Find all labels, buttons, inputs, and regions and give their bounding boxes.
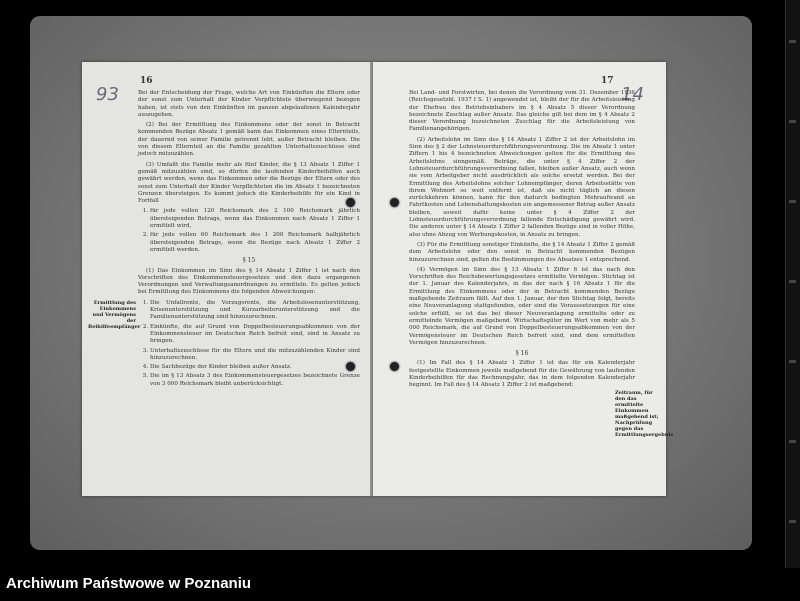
archive-footer — [0, 568, 800, 601]
page-number: 16 — [140, 76, 153, 86]
right-page-body — [409, 90, 635, 393]
margin-note: Zeitraum, für den das ermittelte Einkommen maßgebend ist; Nachprüfung gegen das Ermittlungsergebnis — [615, 390, 674, 438]
list-item: 4. Die Sachbezüge der Kinder bleiben außer Ansatz. — [150, 364, 360, 371]
paragraph: (1) Das Einkommen im Sinn des § 14 Absatz 1 Ziffer 1 ist nach den Vorschriften des Einkommensteuergesetzes und den dazu ergangenen Verordnungen und Verwaltungsanordnungen zu ermitteln. Es gelten jedoch bei Ermittlung des Einkommens die folgenden Abweichungen: — [138, 267, 360, 296]
paragraph: (3) Umfaßt die Familie mehr als fünf Kinder, die § 13 Absatz 1 Ziffer 1 gemäß mitzuzählen sind, so dürfen die laufenden Kinderbeihilfen auch gewährt werden, wenn das Einkommen oder die Bezüge der Eltern oder des sonst zum Unterhalt der Kinder Verpflichteten die im Absatz 1 bezeichneten Grenzen übersteigen. Es kommt jedoch die Kinderbeihilfe für ein Kind in Fortfall — [138, 161, 360, 205]
archive-label: Archiwum Państwowe w Poznaniu — [6, 575, 252, 592]
list-item: 2. Einkünfte, die auf Grund von Doppelbesteuerungsabkommen von der Einkommensteuer im Deutschen Reich befreit sind, sind in Ansatz zu bringen. — [150, 324, 360, 346]
section-heading: § 16 — [515, 350, 529, 358]
left-page — [82, 62, 372, 496]
punch-hole — [346, 198, 355, 207]
list-item: 1. Die Unfallrente, die Vorzugsrente, die Arbeitslosenunterstützung, Krisenunterstützung und Kurzarbeiterunterstützung und die Familienunterstützung sind hinzuzurechnen. — [150, 300, 360, 322]
margin-note: Ermittlung des Einkommens und Vermögens der Beihilfeempfänger — [88, 300, 141, 330]
paragraph: (4) Vermögen im Sinn des § 13 Absatz 1 Ziffer 6 ist das nach den Vorschriften des Reichsbewertungsgesetzes ermittelte Vermögen. Stichtag ist der 1. Januar des Kalenderjahrs, in das der nach § 16 Absatz 1 für die Ermittlung des Einkommens oder der in Betracht kommenden Bezüge maßgebende Zeitraum fällt. Auf den 1. Januar, der den Stichtag folgt, bereits eine Neuveranlagung stattgefunden, oder sind die Voraussetzungen für eine solche erfüllt, so ist das bei dieser Neuveranlagung ermittelte oder zu ermittelnde Vermögen maßgebend. Wirtschaftsgüter im Wert von mehr als 5 000 Reichsmark, die auf Grund von Doppelbesteuerungsabkommen von der Vermögensteuer im Deutschen Reich befreit sind, sind dem ermittelten Vermögen hinzuzurechnen. — [409, 266, 635, 346]
film-strip-edge — [785, 0, 800, 568]
paragraph: Bei Land- und Forstwirten, bei denen die Verordnung vom 31. Dezember 1936 (Reichsgesetzbl. 1937 I S. 1) angewendet ist, bleibt der für die Arbeitsleistung der Ehefrau des Betriebsinhabers im § 4 Absatz 5 dieser Verordnung bezeichnete Zuschlag außer Ansatz. Das gleiche gilt bei dem im § 4 Absatz 2 dieser Verordnung bezeichneten Zuschlag für die Arbeitsleistung von Familienangehörigen. — [409, 90, 635, 133]
list-item: 3. Unterhaltszuschüsse für die Eltern und die mitzuzählenden Kinder sind hinzuzurechnen. — [150, 348, 360, 363]
handwritten-note: 14 — [621, 84, 644, 105]
handwritten-note: 93 — [96, 84, 119, 105]
list — [138, 300, 360, 388]
paragraph: Bei der Entscheidung der Frage, welche Art von Einkünften die Eltern oder der sonst zum Unterhalt der Kinder Verpflichtete überwiegend bezogen haben, ist stets von den Einkünften im ganzen abgelaufenen Kalenderjahr auszugehen. — [138, 90, 360, 118]
paragraph: (1) Im Fall des § 14 Absatz 1 Ziffer 1 ist das für ein Kalenderjahr festgestellte Einkommen jeweils maßgebend für die Gewährung von laufenden Kinderbeihilfen für das Rechnungsjahr, das in dem folgenden Kalenderjahr beginnt. Im Fall des § 14 Absatz 1 Ziffer 2 ist maßgebend: — [409, 360, 635, 389]
list-item: 5. Die im § 13 Absatz 3 des Einkommensteuergesetzes bezeichnete Grenze von 3 000 Reichsmark bleibt unberücksichtigt. — [150, 373, 360, 388]
right-page — [373, 62, 674, 496]
paragraph: (2) Bei der Ermittlung des Einkommens oder der sonst in Betracht kommenden Bezüge Absatz 1 gemäß kann das Einkommen eines Elternteils, der dauernd von seiner Familie getrennt lebt, außer Betracht bleiben. Die von diesem Elternteil an die Familie gezahlten Unterhaltszuschüsse sind jedoch mitzuzählen. — [138, 122, 360, 158]
list — [138, 208, 360, 254]
section-heading: § 15 — [242, 257, 256, 265]
punch-hole — [390, 362, 399, 371]
paragraph: (3) Für die Ermittlung sonstiger Einkünfte, die § 14 Absatz 1 Ziffer 2 gemäß dem Arbeitslohn oder den sonst in Betracht kommenden Bezügen hinzuzurechnen sind, gelten die Bestimmungen des Absatzes 1 entsprechend. — [409, 241, 635, 263]
list-item: 2. für jede vollen 60 Reichsmark des 1 200 Reichsmark halbjährlich übersteigenden Betrags, wenn die Bezüge nach Absatz 1 Ziffer 2 ermittelt werden. — [150, 232, 360, 254]
left-page-body — [138, 90, 360, 390]
punch-hole — [346, 362, 355, 371]
document-mount — [30, 16, 752, 550]
paragraph: (2) Arbeitslohn im Sinn des § 14 Absatz 1 Ziffer 2 ist der Arbeitslohn im Sinn des § 2 der Lohnsteuerdurchführungsverordnung. Die im Absatz 1 unter Ziffern 1 bis 4 bezeichneten Abweichungen gelten für die Ermittlung des Arbeitslohns sinngemäß. Beträge, die unter § 4 Ziffer 2 der Lohnsteuerdurchführungsverordnung fallen, bleiben außer Ansatz, auch wenn sie vom Arbeitgeber nicht ausdrücklich als solche ersetzt werden. Bei der Ermittlung des Arbeitslohns solcher Lohnempfänger, deren Arbeitsstätte von ihrem Wohnort so weit entfernt ist, daß sie nicht täglich an diesen zurückkehren können, kann für den dadurch bedingten Mehraufwand an Fahrtkosten und Lebenshaltungskosten ein angemessener Betrag außer Ansatz bleiben, soweit dafür keine unter § 4 Ziffer 2 der Lohnsteuerdurchführungsverordnung fallende Entschädigung gewährt wird. Die anderen unter § 14 Absatz 1 Ziffer 2 fallenden Bezüge sind in voller Höhe, also ohne Abzug von Werbungskosten, in Ansatz zu bringen. — [409, 136, 635, 238]
page-number: 17 — [601, 76, 614, 86]
punch-hole — [390, 198, 399, 207]
list-item: 1. für jede vollen 120 Reichsmark des 2 100 Reichsmark jährlich übersteigenden Betrags, wenn das Einkommen nach Absatz 1 Ziffer 1 ermittelt wird, — [150, 208, 360, 230]
